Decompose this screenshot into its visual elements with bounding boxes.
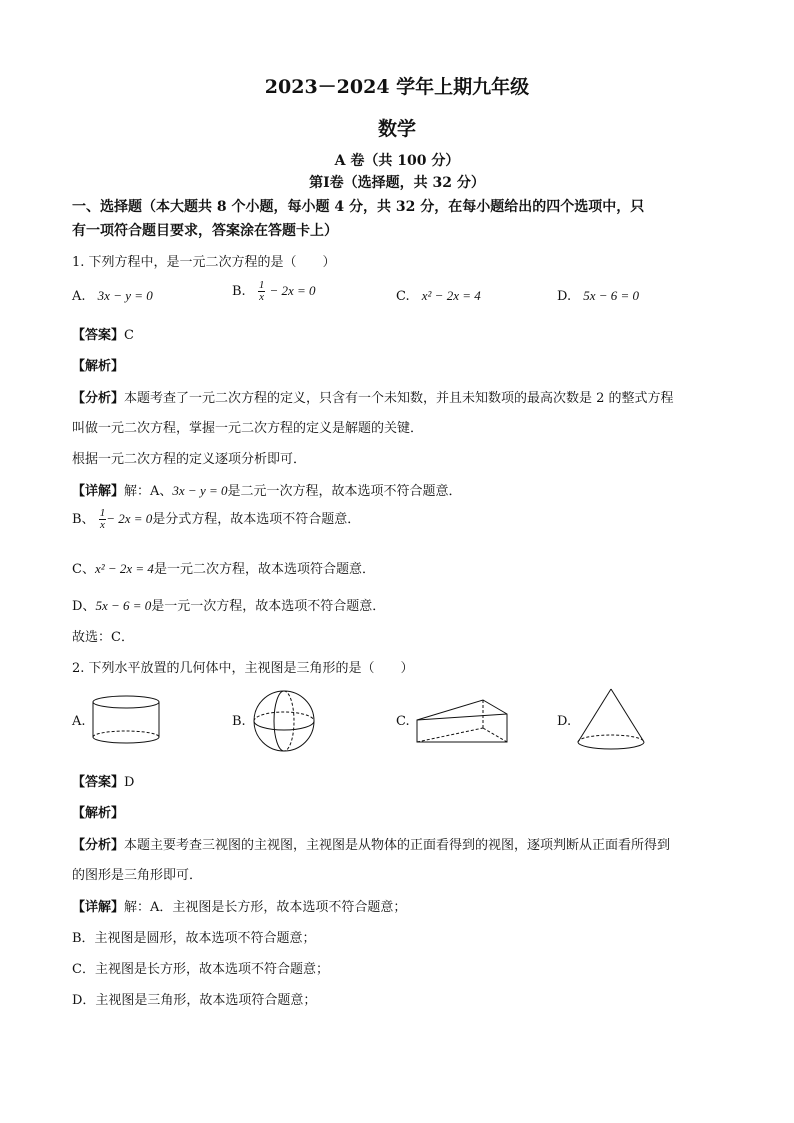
volume-a-heading: A 卷（共 100 分） [334,153,460,169]
q1-conclusion: 故选：C． [72,630,134,645]
q1-detail-b-numerator: 1 [99,507,106,519]
q1-option-b-numerator: 1 [258,279,265,291]
q2-analysis-tag: 【分析】 [72,838,125,853]
sphere-icon [250,688,318,754]
q1-option-b-fraction [258,280,266,303]
q1-option-d [557,288,639,304]
section-heading-line1: 一、选择题（本大题共 8 个小题，每小题 4 分，共 32 分，在每小题给出的四个选项中，只 [72,199,645,215]
q1-detail-d [72,595,385,614]
q1-analysis-line3: 根据一元二次方程的定义逐项分析即可． [72,452,307,467]
q2-analysis-text1: 本题主要考查三视图的主视图，主视图是从物体的正面看得到的视图，逐项判断从正面看所得到 [124,838,671,853]
q2-option-a-label: A. [72,714,86,729]
q1-analysis-line2: 叫做一元二次方程，掌握一元二次方程的定义是解题的关键． [72,421,424,436]
triangular-prism-icon [413,698,511,746]
q1-option-a [72,288,153,304]
q1-option-a-expr: 3x − y = 0 [97,288,153,303]
section-heading-line2: 有一项符合题目要求，答案涂在答题卡上） [72,223,338,239]
q2-detail-a-text: 解：A．主视图是长方形，故本选项不符合题意； [124,900,407,915]
q2-detail-a [72,896,406,915]
q1-answer-value: C [124,328,134,343]
q2-answer [72,771,134,790]
q1-detail-d-pre: D、 [72,599,96,614]
q1-option-b-label: B. [232,284,246,299]
q1-option-c [396,288,481,304]
q2-detail-b: B．主视图是圆形，故本选项不符合题意； [72,931,316,946]
q2-stem: 2. 下列水平放置的几何体中，主视图是三角形的是（ ） [72,661,414,676]
q1-stem: 1. 下列方程中，是一元二次方程的是（ ） [72,255,336,270]
q2-jiexi-tag: 【解析】 [72,806,125,821]
q1-detail-a [72,480,462,499]
q1-analysis-line1 [72,387,674,406]
q1-detail-c-post: 是一元二次方程，故本选项符合题意． [153,562,375,577]
q1-detail-tag: 【详解】 [72,484,125,499]
q1-option-c-label: C. [396,289,410,304]
q1-option-c-expr: x² − 2x = 4 [421,288,481,303]
q2-analysis-line2: 的图形是三角形即可． [72,868,203,883]
q1-detail-a-post: 是二元一次方程，故本选项不符合题意． [227,484,462,499]
q2-option-c-label: C. [396,714,410,729]
q1-option-d-label: D. [557,289,572,304]
q1-detail-a-pre: 解：A、 [124,484,173,499]
q1-detail-b-pre: B、 [72,512,95,527]
q1-jiexi-tag: 【解析】 [72,359,125,374]
q1-option-b-denominator: x [259,291,265,303]
q2-detail-c: C．主视图是长方形，故本选项不符合题意； [72,962,329,977]
q2-answer-value: D [124,775,135,790]
q1-option-a-label: A. [72,289,86,304]
q1-option-b [232,280,316,303]
q1-detail-d-post: 是一元一次方程，故本选项不符合题意． [151,599,386,614]
cylinder-icon [90,693,162,749]
cone-icon [574,686,648,754]
q1-answer [72,324,134,343]
q1-answer-tag: 【答案】 [72,328,125,343]
q1-detail-d-expr: 5x − 6 = 0 [95,598,152,613]
q1-analysis-text1: 本题考查了一元二次方程的定义，只含有一个未知数，并且未知数项的最高次数是 2 的整式方程 [124,391,674,406]
q2-detail-tag: 【详解】 [72,900,125,915]
q1-detail-b-post: 是分式方程，故本选项不符合题意． [152,512,361,527]
q1-detail-c-pre: C、 [72,562,95,577]
q1-detail-b-denominator: x [100,519,105,531]
exam-title: 2023－2024 学年上期九年级 [264,76,530,98]
q2-answer-tag: 【答案】 [72,775,125,790]
q1-detail-c [72,558,375,577]
q2-option-b-label: B. [232,714,246,729]
q1-detail-c-expr: x² − 2x = 4 [94,561,154,576]
q1-option-b-rest: − 2x = 0 [269,283,316,298]
q1-detail-b-rest: − 2x = 0 [106,511,153,526]
q1-detail-a-expr: 3x − y = 0 [172,483,228,498]
q2-analysis-line1 [72,834,670,853]
subject-title: 数学 [377,118,416,140]
part-one-heading: 第Ⅰ卷（选择题，共 32 分） [309,175,485,191]
q1-detail-b [72,508,360,531]
q1-option-d-expr: 5x − 6 = 0 [583,288,640,303]
q1-analysis-tag: 【分析】 [72,391,125,406]
q2-detail-d: D．主视图是三角形，故本选项符合题意； [72,993,317,1008]
q2-option-d-label: D. [557,714,572,729]
